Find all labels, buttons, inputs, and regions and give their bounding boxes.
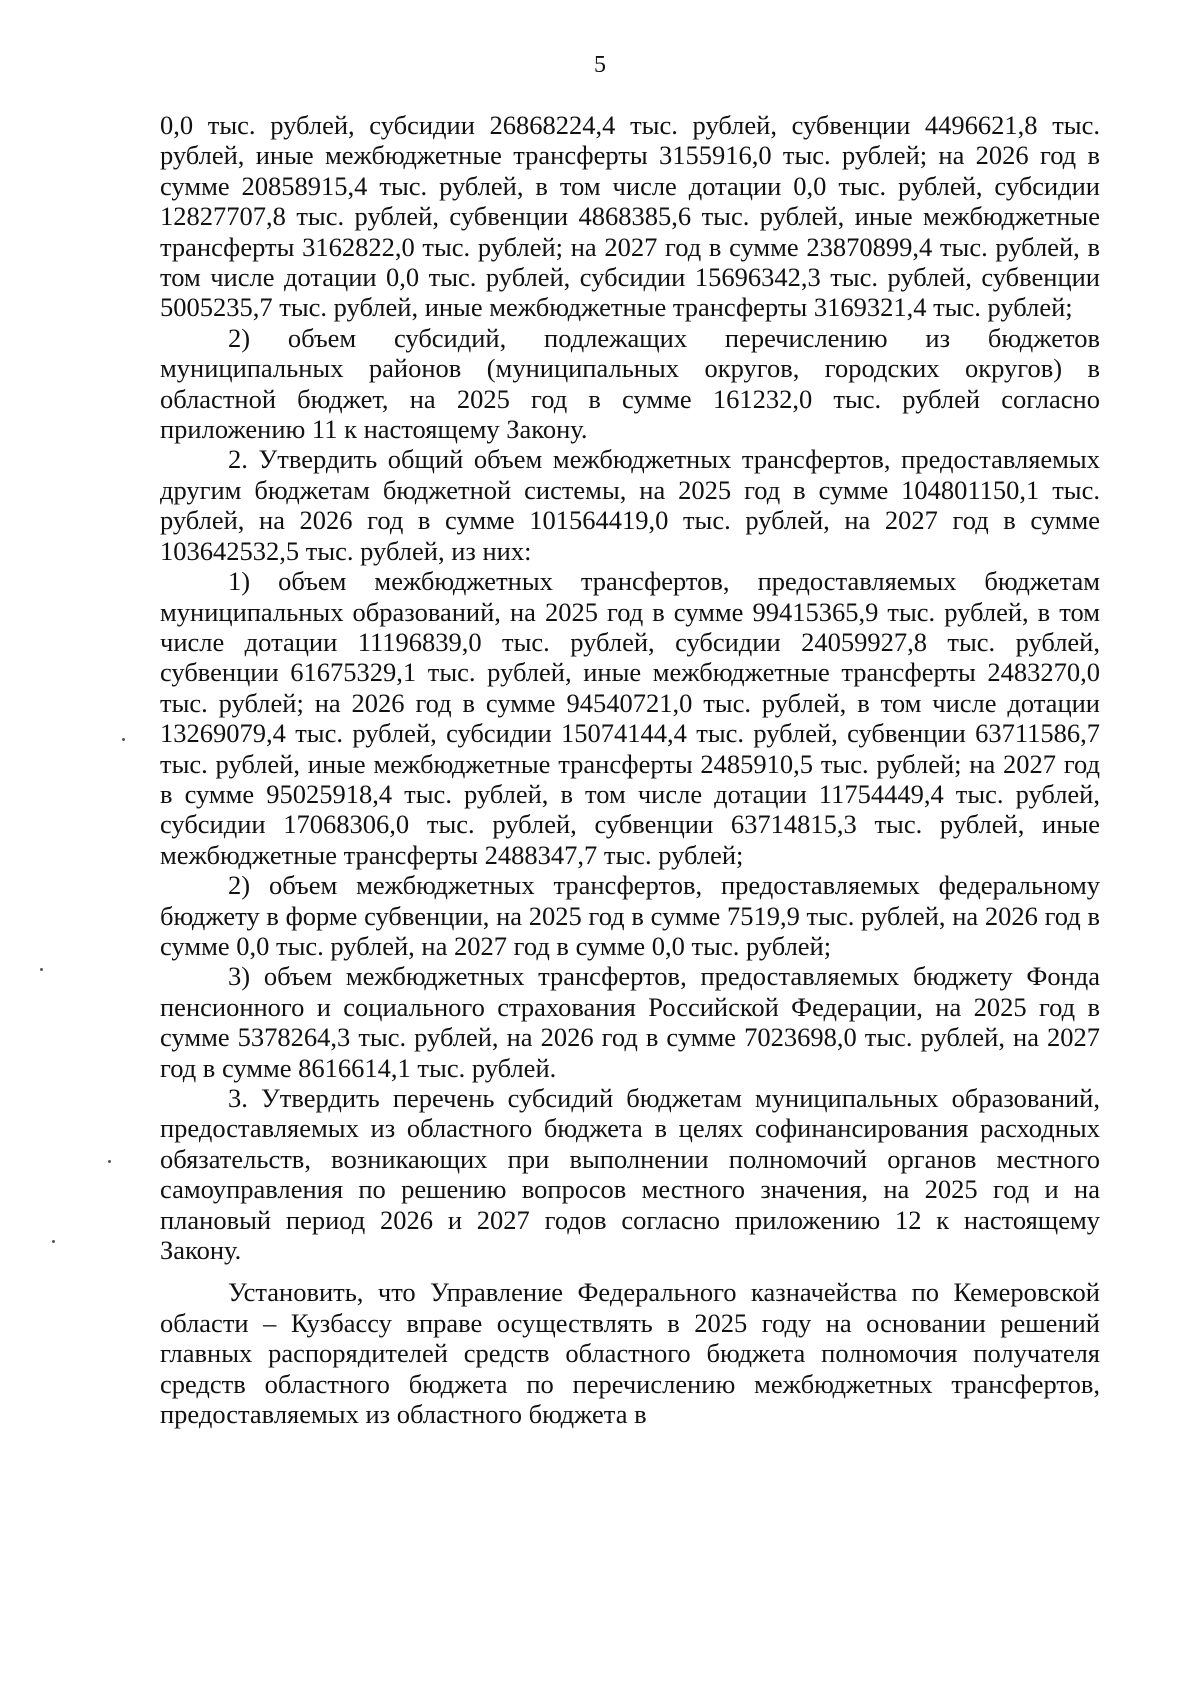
- paragraph-treasury-authority: Установить, что Управление Федерального казначейства по Кемеровской области – Кузбассу вправе осуществлять в 2025 году на основании решений главных распорядителей средств областного бюджета полномочия получателя средств областного бюджета по перечислению межбюджетных трансфертов, предоставляемых из областного бюджета в: [160, 1277, 1100, 1430]
- paragraph-subitem-3-pension-fund: 3) объем межбюджетных трансфертов, предоставляемых бюджету Фонда пенсионного и социального страхования Российской Федерации, на 2025 год в сумме 5378264,3 тыс. рублей, на 2026 год в сумме 7023698,0 тыс. рублей, на 2027 год в сумме 8616614,1 тыс. рублей.: [160, 961, 1100, 1083]
- scan-speck: [40, 968, 43, 971]
- page-number: 5: [594, 52, 606, 78]
- paragraph-subitem-1-municipal-transfers: 1) объем межбюджетных трансфертов, предоставляемых бюджетам муниципальных образований, на 2025 год в сумме 99415365,9 тыс. рублей, в том числе дотации 11196839,0 тыс. рублей, субсидии 24059927,8 тыс. рублей, субвенции 61675329,1 тыс. рублей, иные межбюджетные трансферты 2483270,0 тыс. рублей; на 2026 год в сумме 94540721,0 тыс. рублей, в том числе дотации 13269079,4 тыс. рублей, субсидии 15074144,4 тыс. рублей, субвенции 63711586,7 тыс. рублей, иные межбюджетные трансферты 2485910,5 тыс. рублей; на 2027 год в сумме 95025918,4 тыс. рублей, в том числе дотации 11754449,4 тыс. рублей, субсидии 17068306,0 тыс. рублей, субвенции 63714815,3 тыс. рублей, иные межбюджетные трансферты 2488347,7 тыс. рублей;: [160, 566, 1100, 870]
- paragraph-item-3-subsidy-list: 3. Утвердить перечень субсидий бюджетам муниципальных образований, предоставляемых из областного бюджета в целях софинансирования расходных обязательств, возникающих при выполнении полномочий органов местного самоуправления по решению вопросов местного значения, на 2025 год и на плановый период 2026 и 2027 годов согласно приложению 12 к настоящему Закону.: [160, 1083, 1100, 1266]
- paragraph-subitem-2-federal-transfers: 2) объем межбюджетных трансфертов, предоставляемых федеральному бюджету в форме субвенции, на 2025 год в сумме 7519,9 тыс. рублей, на 2026 год в сумме 0,0 тыс. рублей, на 2027 год в сумме 0,0 тыс. рублей;: [160, 870, 1100, 961]
- scan-speck: [108, 1160, 111, 1163]
- scan-speck: [122, 738, 125, 741]
- paragraph-continuation: 0,0 тыс. рублей, субсидии 26868224,4 тыс. рублей, субвенции 4496621,8 тыс. рублей, иные межбюджетные трансферты 3155916,0 тыс. рублей; на 2026 год в сумме 20858915,4 тыс. рублей, в том числе дотации 0,0 тыс. рублей, субсидии 12827707,8 тыс. рублей, субвенции 4868385,6 тыс. рублей, иные межбюджетные трансферты 3162822,0 тыс. рублей; на 2027 год в сумме 23870899,4 тыс. рублей, в том числе дотации 0,0 тыс. рублей, субсидии 15696342,3 тыс. рублей, субвенции 5005235,7 тыс. рублей, иные межбюджетные трансферты 3169321,4 тыс. рублей;: [160, 110, 1100, 323]
- paragraph-subsidies-from-municipal: 2) объем субсидий, подлежащих перечислению из бюджетов муниципальных районов (муниципальных округов, городских округов) в областной бюджет, на 2025 год в сумме 161232,0 тыс. рублей согласно приложению 11 к настоящему Закону.: [160, 322, 1100, 445]
- body-text: [160, 110, 1100, 1429]
- scan-speck: [52, 1240, 55, 1243]
- paragraph-item-2-total-transfers: 2. Утвердить общий объем межбюджетных трансфертов, предоставляемых другим бюджетам бюджетной системы, на 2025 год в сумме 104801150,1 тыс. рублей, на 2026 год в сумме 101564419,0 тыс. рублей, на 2027 год в сумме 103642532,5 тыс. рублей, из них:: [160, 444, 1100, 566]
